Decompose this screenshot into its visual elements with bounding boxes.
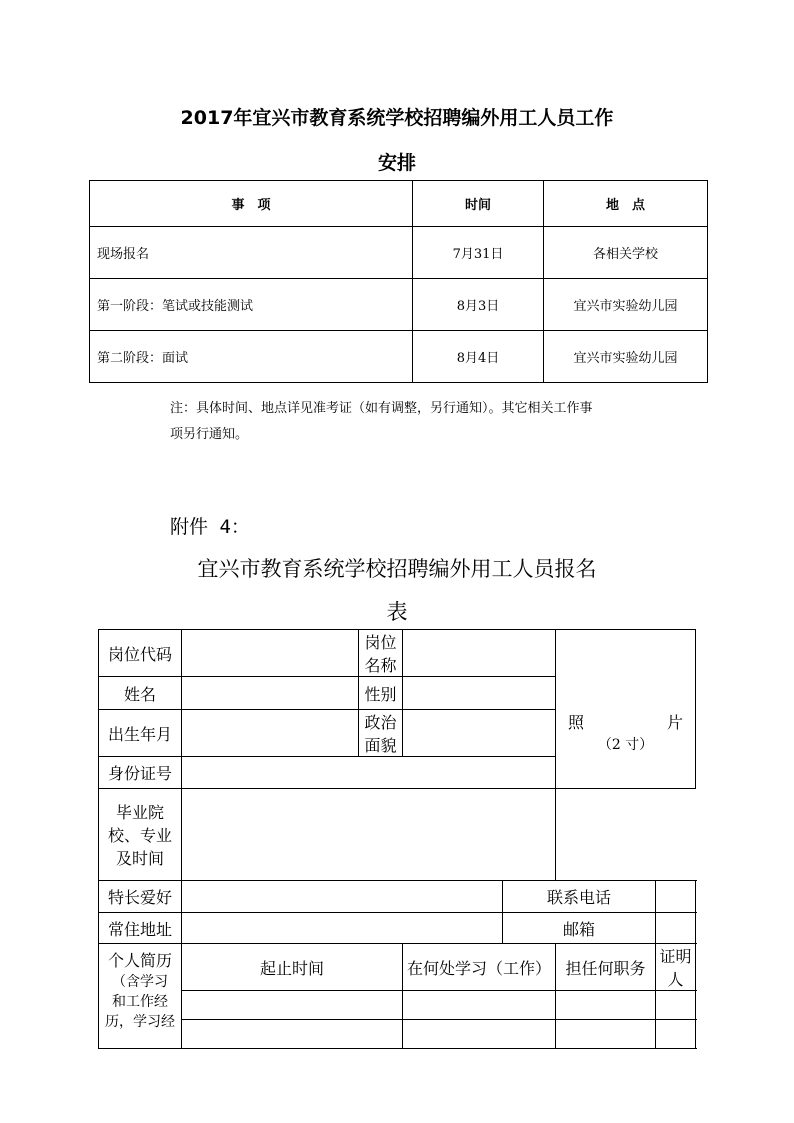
schedule-note-line2: 项另行通知。: [170, 427, 249, 442]
resume-col-place: 在何处学习（工作）: [403, 944, 556, 991]
label-gender: 性别: [359, 677, 403, 710]
field-gender[interactable]: [403, 677, 556, 710]
row-place: 各相关学校: [544, 227, 708, 279]
field-email[interactable]: [656, 913, 696, 944]
table-row: [90, 227, 708, 279]
field-political[interactable]: [403, 710, 556, 757]
label-id-number: 身份证号: [99, 757, 182, 789]
label-resume: [99, 944, 182, 1049]
row-item: 第二阶段：面试: [90, 331, 413, 383]
field-birth[interactable]: [182, 710, 359, 757]
resume-cell[interactable]: [656, 991, 696, 1020]
row-time: 8月3日: [413, 279, 544, 331]
field-name[interactable]: [182, 677, 359, 710]
header-item: 事 项: [90, 181, 413, 227]
resume-cell[interactable]: [182, 1020, 403, 1049]
row-time: 7月31日: [413, 227, 544, 279]
header-place: 地 点: [544, 181, 708, 227]
row-time: 8月4日: [413, 331, 544, 383]
label-resume-sub3: 历，学习经: [105, 1014, 175, 1030]
row-place: 宜兴市实验幼儿园: [544, 331, 708, 383]
header-time: 时间: [413, 181, 544, 227]
resume-col-referee: 证明人: [656, 944, 696, 991]
label-school-line1: 毕业院: [115, 803, 164, 822]
photo-label-right: 片: [667, 713, 684, 732]
label-post-code: 岗位代码: [99, 630, 182, 677]
schedule-title-line2: 安排: [377, 152, 416, 174]
field-post-code[interactable]: [182, 630, 359, 677]
schedule-title: 2017年宜兴市教育系统学校招聘编外用工人员工作: [180, 107, 614, 129]
label-resume-sub1: （含学习: [112, 974, 168, 990]
label-resume-sub2: 和工作经: [112, 994, 168, 1010]
resume-cell[interactable]: [556, 1020, 656, 1049]
registration-form: [98, 629, 696, 1049]
attachment-label: 附件 4：: [170, 516, 250, 538]
resume-cell[interactable]: [403, 1020, 556, 1049]
schedule-header-row: [90, 181, 708, 227]
field-post-name[interactable]: [403, 630, 556, 677]
table-row: [90, 279, 708, 331]
label-school-line3: 及时间: [115, 849, 164, 868]
table-row: [90, 331, 708, 383]
resume-cell[interactable]: [403, 991, 556, 1020]
label-address: 常住地址: [99, 913, 182, 944]
label-post-name: 岗位名称: [359, 630, 403, 677]
label-birth: 出生年月: [99, 710, 182, 757]
label-email: 邮箱: [503, 913, 656, 944]
form-title-line2: 表: [386, 600, 408, 624]
photo-size: （2 寸）: [597, 737, 654, 753]
label-school: [99, 789, 182, 881]
photo-label-left: 照: [568, 713, 585, 732]
schedule-table: [89, 180, 708, 383]
label-hobby: 特长爱好: [99, 881, 182, 913]
field-address[interactable]: [182, 913, 503, 944]
resume-col-position: 担任何职务: [556, 944, 656, 991]
field-hobby[interactable]: [182, 881, 503, 913]
field-phone[interactable]: [656, 881, 696, 913]
resume-col-period: 起止时间: [182, 944, 403, 991]
label-political: 政治面貌: [359, 710, 403, 757]
field-id-number[interactable]: [182, 757, 556, 789]
row-place: 宜兴市实验幼儿园: [544, 279, 708, 331]
label-phone: 联系电话: [503, 881, 656, 913]
resume-cell[interactable]: [656, 1020, 696, 1049]
row-item: 第一阶段：笔试或技能测试: [90, 279, 413, 331]
photo-box[interactable]: [556, 630, 696, 789]
resume-cell[interactable]: [556, 991, 656, 1020]
resume-cell[interactable]: [182, 991, 403, 1020]
label-school-line2: 校、专业: [107, 826, 172, 845]
row-item: 现场报名: [90, 227, 413, 279]
label-resume-main: 个人简历: [107, 951, 172, 970]
form-title: 宜兴市教育系统学校招聘编外用工人员报名: [197, 557, 597, 581]
schedule-note: 注：具体时间、地点详见准考证（如有调整，另行通知）。其它相关工作事: [170, 401, 593, 416]
field-school[interactable]: [182, 789, 556, 881]
label-name: 姓名: [99, 677, 182, 710]
